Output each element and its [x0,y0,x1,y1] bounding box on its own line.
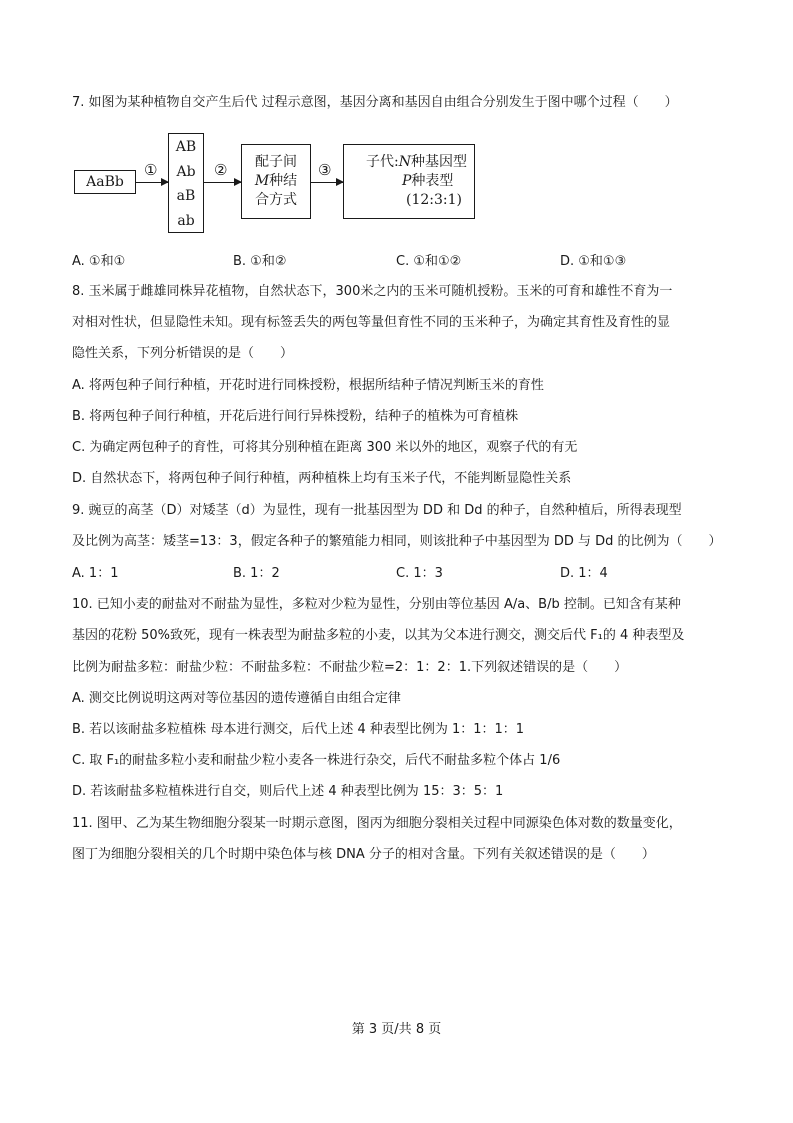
q7-option-c[interactable]: C. ①和①② [396,254,462,269]
step3-label: ③ [318,161,332,179]
q8-option-d[interactable]: D. 自然状态下，将两包种子间行种植，两种植株上均有玉米子代，不能判断显隐性关系 [72,471,572,486]
combo-line2: 种结 [269,173,298,189]
parent-genotype: AaBb [86,174,124,190]
q7-stem: 7. 如图为某种植物自交产生后代 过程示意图，基因分离和基因自由组合分别发生于图中哪个过程（ ） [72,95,678,110]
q9-stem-line: 9. 豌豆的高茎（D）对矮茎（d）为显性，现有一批基因型为 DD 和 Dd 的种子，自然种植后，所得表现型 [72,503,682,518]
gamete-item: aB [176,188,196,204]
q8-stem-line: 8. 玉米属于雌雄同株异花植物，自然状态下，300米之内的玉米可随机授粉。玉米的可育和雄性不育为一 [72,284,673,299]
q11-stem-line: 11. 图甲、乙为某生物细胞分裂某一时期示意图，图丙为细胞分裂相关过程中同源染色体对数的数量变化， [72,816,682,831]
q10-stem-line: 比例为耐盐多粒：耐盐少粒：不耐盐多粒：不耐盐少粒=2：1：2：1.下列叙述错误的是（ ） [72,660,628,675]
offspring-ratio: (12:3:1) [406,192,462,208]
parent-genotype-box [74,170,136,194]
offspring-var2: P [402,173,412,189]
page-footer: 第 3 页/共 8 页 [351,1022,442,1037]
arrow-step1 [136,182,168,183]
offspring-prefix: 子代: [366,154,399,170]
arrow-step3 [311,182,343,183]
q10-option-b[interactable]: B. 若以该耐盐多粒植株 母本进行测交，后代上述 4 种表型比例为 1：1：1：1 [72,722,525,737]
arrow-step2 [204,182,241,183]
offspring-line2: 种表型 [411,173,454,189]
q10-stem-line: 10. 已知小麦的耐盐对不耐盐为显性，多粒对少粒为显性，分别由等位基因 A/a、B/b 控制。已知含有某种 [72,597,681,612]
q8-option-a[interactable]: A. 将两包种子间行种植，开花时进行同株授粉，根据所结种子情况判断玉米的育性 [72,378,544,393]
q11-stem-line: 图丁为细胞分裂相关的几个时期中染色体与核 DNA 分子的相对含量。下列有关叙述错误的是（ ） [72,847,655,862]
offspring-box [343,144,475,219]
q8-stem-line: 对相对性状，但显隐性未知。现有标签丢失的两包等量但育性不同的玉米种子，为确定其育性及育性的显 [72,315,671,330]
q7-option-b[interactable]: B. ①和② [233,254,287,269]
q10-option-a[interactable]: A. 测交比例说明这两对等位基因的遗传遵循自由组合定律 [72,691,401,706]
q10-option-c[interactable]: C. 取 F₁的耐盐多粒小麦和耐盐少粒小麦各一株进行杂交，后代不耐盐多粒个体占 1/6 [72,753,561,768]
q8-option-b[interactable]: B. 将两包种子间行种植，开花后进行间行异株授粉，结种子的植株为可育植株 [72,409,519,424]
q9-option-d[interactable]: D. 1：4 [560,566,608,581]
q7-option-d[interactable]: D. ①和①③ [560,254,627,269]
combination-box [241,144,311,219]
gamete-item: AB [175,139,197,155]
offspring-var1: N [398,154,411,170]
q9-option-b[interactable]: B. 1：2 [233,566,280,581]
q8-option-c[interactable]: C. 为确定两包种子的育性，可将其分别种植在距离 300 米以外的地区，观察子代的有无 [72,440,578,455]
offspring-line1: 种基因型 [410,154,467,170]
gamete-item: ab [177,212,195,229]
combo-var: M [254,173,270,189]
q9-option-c[interactable]: C. 1：3 [396,566,443,581]
q9-stem-line: 及比例为高茎：矮茎=13：3，假定各种子的繁殖能力相同，则该批种子中基因型为 DD 与 Dd 的比例为（ ） [72,534,722,549]
gamete-item: Ab [176,163,196,180]
q8-stem-line: 隐性关系，下列分析错误的是（ ） [72,346,294,361]
gametes-box [168,133,204,233]
q10-option-d[interactable]: D. 若该耐盐多粒植株进行自交，则后代上述 4 种表型比例为 15：3：5：1 [72,784,504,799]
combo-line3: 合方式 [255,192,297,208]
step1-label: ① [144,161,158,179]
step2-label: ② [214,161,228,179]
q9-option-a[interactable]: A. 1：1 [72,566,119,581]
combo-line1: 配子间 [255,154,297,170]
q10-stem-line: 基因的花粉 50%致死，现有一株表型为耐盐多粒的小麦，以其为父本进行测交，测交后代 F₁的 4 种表型及 [72,628,685,643]
q7-option-a[interactable]: A. ①和① [72,254,126,269]
